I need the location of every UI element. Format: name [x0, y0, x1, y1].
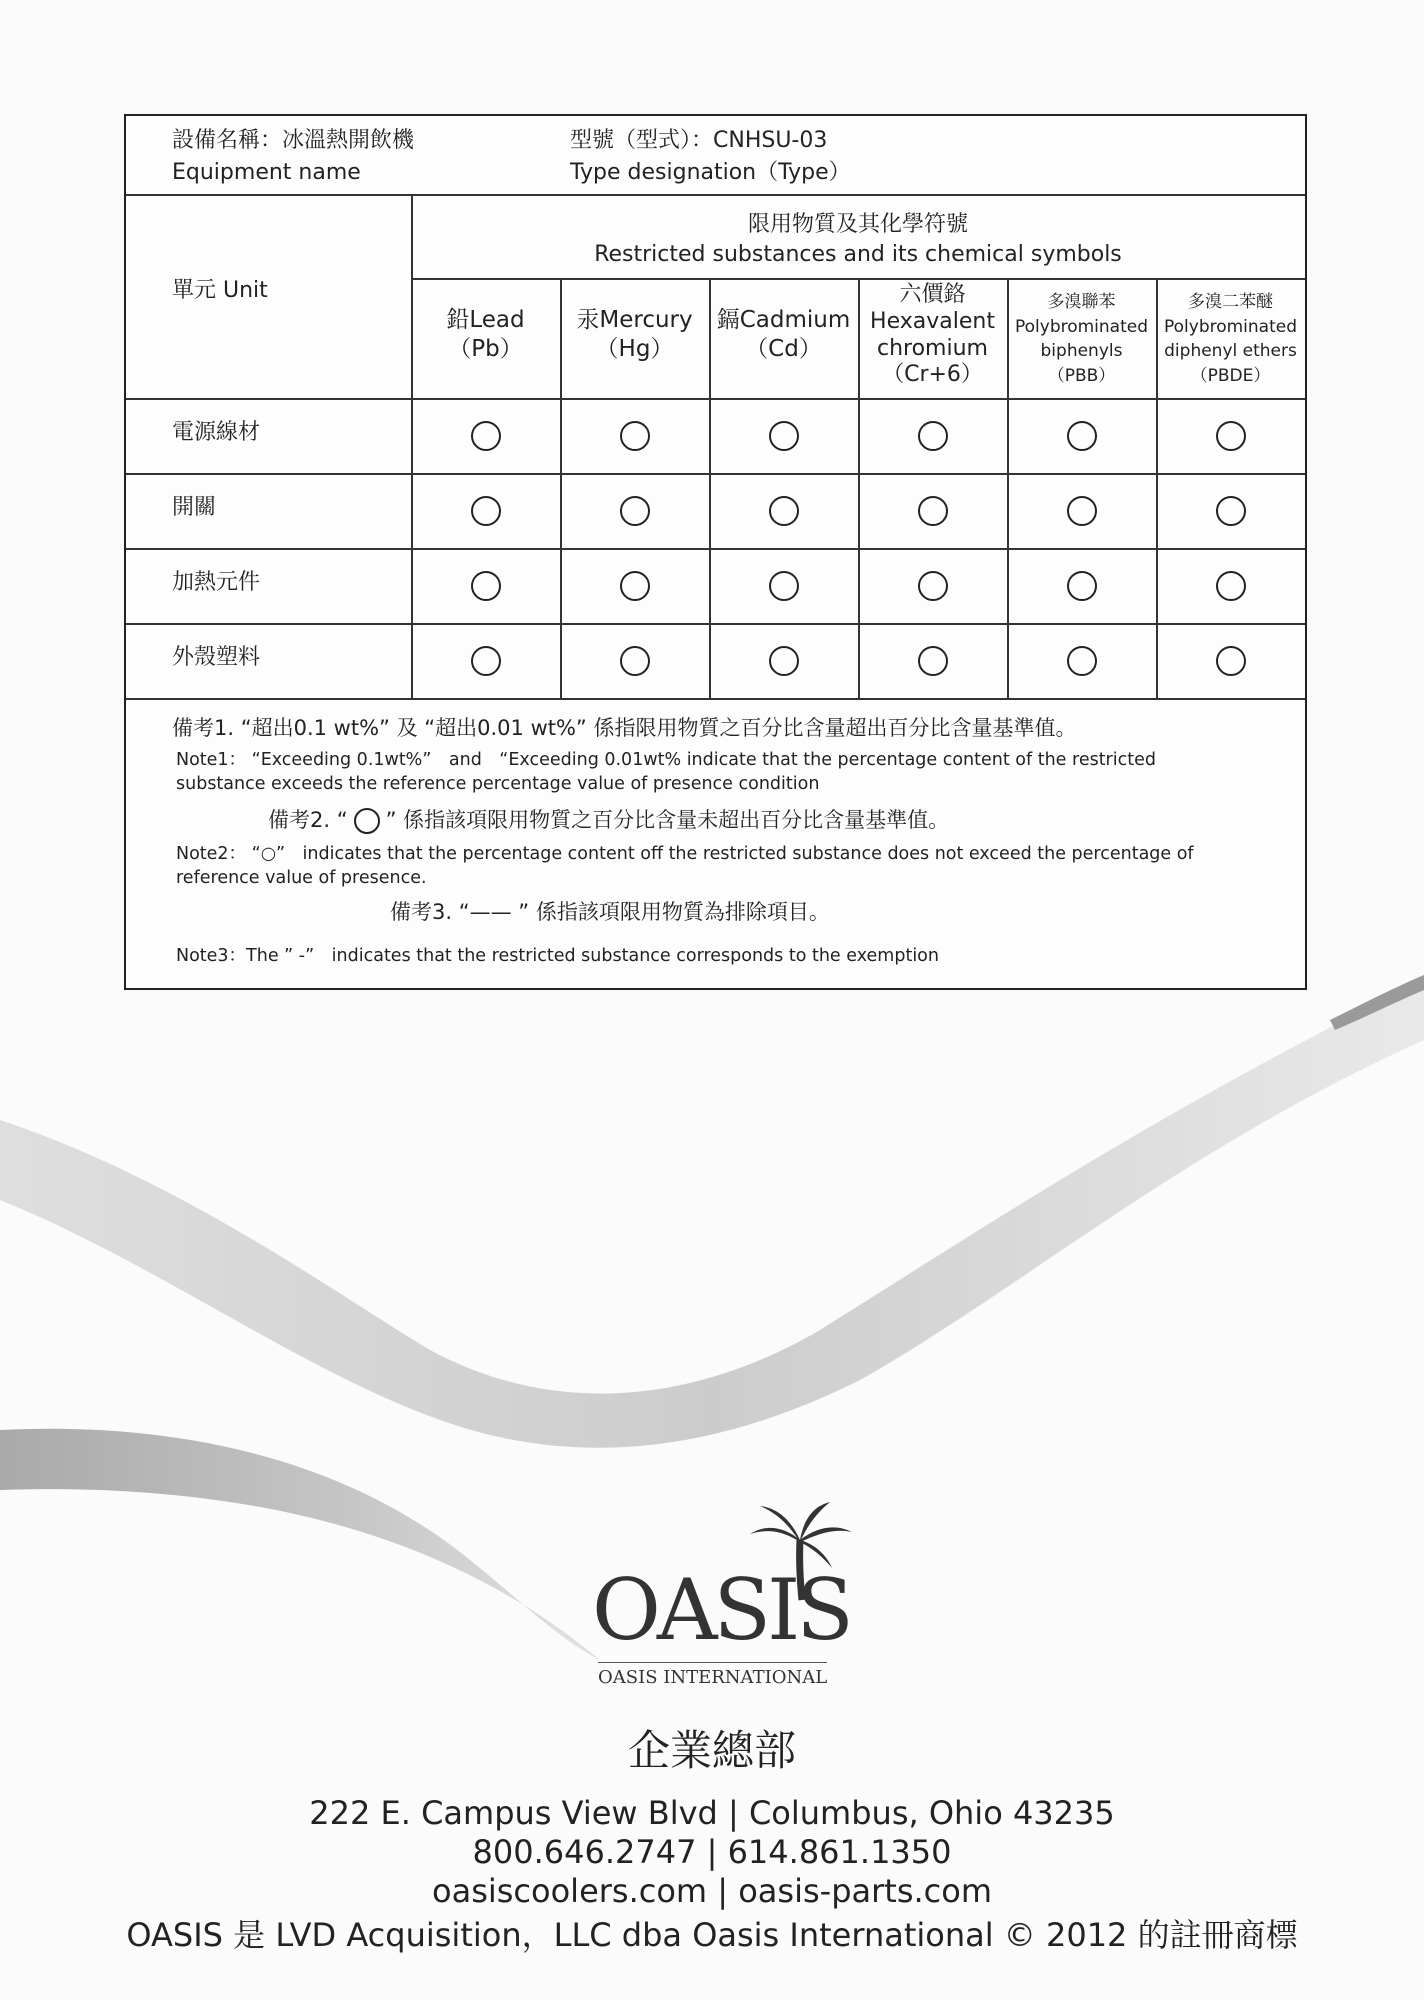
compliance-circle-icon	[918, 496, 948, 526]
row-label: 外殼塑料	[172, 645, 261, 670]
compliance-circle-icon	[620, 571, 650, 601]
logo-wordmark: OASIS	[592, 1561, 850, 1659]
compliance-circle-icon	[1216, 646, 1246, 676]
compliance-circle-icon	[769, 421, 799, 451]
substance-lead: 鉛Lead （Pb）	[446, 307, 525, 362]
note3-en: Note3：The ” -” indicates that the restricted substance corresponds to the exemption	[176, 946, 939, 966]
substance-hexavalent-chromium: 六價鉻 Hexavalent chromium （Cr+6）	[870, 282, 995, 388]
compliance-circle-icon	[918, 571, 948, 601]
note2-en-line2: reference value of presence.	[176, 868, 427, 888]
compliance-circle-icon	[918, 421, 948, 451]
note2-circle-icon	[354, 808, 380, 834]
unit-column-header: 單元 Unit	[172, 278, 268, 303]
restricted-substances-table	[124, 114, 1307, 990]
compliance-circle-icon	[769, 496, 799, 526]
row-label: 電源線材	[172, 420, 261, 445]
compliance-circle-icon	[1216, 571, 1246, 601]
compliance-circle-icon	[620, 496, 650, 526]
compliance-circle-icon	[1067, 421, 1097, 451]
note1-en-line1: Note1： “Exceeding 0.1wt%” and “Exceeding 0.01wt% indicate that the percentage content of the restricted	[176, 750, 1156, 770]
note3-zh: 備考3. “—— ” 係指該項限用物質為排除項目。	[390, 900, 830, 924]
type-designation-en: Type designation（Type）	[570, 160, 851, 185]
trademark: OASIS 是 LVD Acquisition，LLC dba Oasis International © 2012 的註冊商標	[126, 1916, 1298, 1954]
logo-subtitle: OASIS INTERNATIONAL	[598, 1662, 827, 1688]
equipment-name-zh: 設備名稱：冰溫熱開飲機	[172, 128, 415, 153]
restricted-substances-zh: 限用物質及其化學符號	[747, 212, 968, 237]
note1-en-line2: substance exceeds the reference percentage value of presence condition	[176, 774, 820, 794]
row-label: 開關	[172, 495, 217, 520]
substance-cadmium: 鎘Cadmium （Cd）	[716, 307, 851, 362]
compliance-circle-icon	[918, 646, 948, 676]
compliance-circle-icon	[1216, 496, 1246, 526]
compliance-circle-icon	[769, 571, 799, 601]
restricted-substances-en: Restricted substances and its chemical symbols	[594, 242, 1122, 267]
compliance-circle-icon	[1216, 421, 1246, 451]
compliance-circle-icon	[471, 646, 501, 676]
equipment-name-en: Equipment name	[172, 160, 361, 185]
compliance-circle-icon	[1067, 571, 1097, 601]
headquarters-title: 企業總部	[627, 1726, 796, 1775]
phone: 800.646.2747 | 614.861.1350	[472, 1833, 952, 1871]
compliance-circle-icon	[1067, 496, 1097, 526]
compliance-circle-icon	[620, 421, 650, 451]
compliance-circle-icon	[1067, 646, 1097, 676]
row-label: 加熱元件	[172, 570, 261, 595]
substance-pbb: 多溴聯苯 Polybrominated biphenyls （PBB）	[1014, 292, 1149, 386]
compliance-circle-icon	[471, 421, 501, 451]
compliance-circle-icon	[769, 646, 799, 676]
address: 222 E. Campus View Blvd | Columbus, Ohio 43235	[309, 1794, 1115, 1832]
compliance-circle-icon	[471, 571, 501, 601]
type-designation-zh: 型號（型式）：CNHSU-03	[570, 128, 828, 153]
oasis-logo	[592, 1500, 852, 1700]
website-links: oasiscoolers.com | oasis-parts.com	[432, 1872, 992, 1910]
note1-zh: 備考1. “超出0.1 wt%” 及 “超出0.01 wt%” 係指限用物質之百分比含量超出百分比含量基準值。	[172, 716, 1077, 740]
compliance-circle-icon	[471, 496, 501, 526]
substance-pbde: 多溴二苯醚 Polybrominated diphenyl ethers （PBDE）	[1163, 292, 1298, 386]
note2-en-line1: Note2： “○” indicates that the percentage content off the restricted substance does not exceed the percentage of	[176, 844, 1194, 864]
compliance-circle-icon	[620, 646, 650, 676]
note2-zh: 備考2. “ ” 係指該項限用物質之百分比含量未超出百分比含量基準值。	[268, 808, 950, 833]
substance-mercury: 汞Mercury （Hg）	[576, 307, 693, 362]
